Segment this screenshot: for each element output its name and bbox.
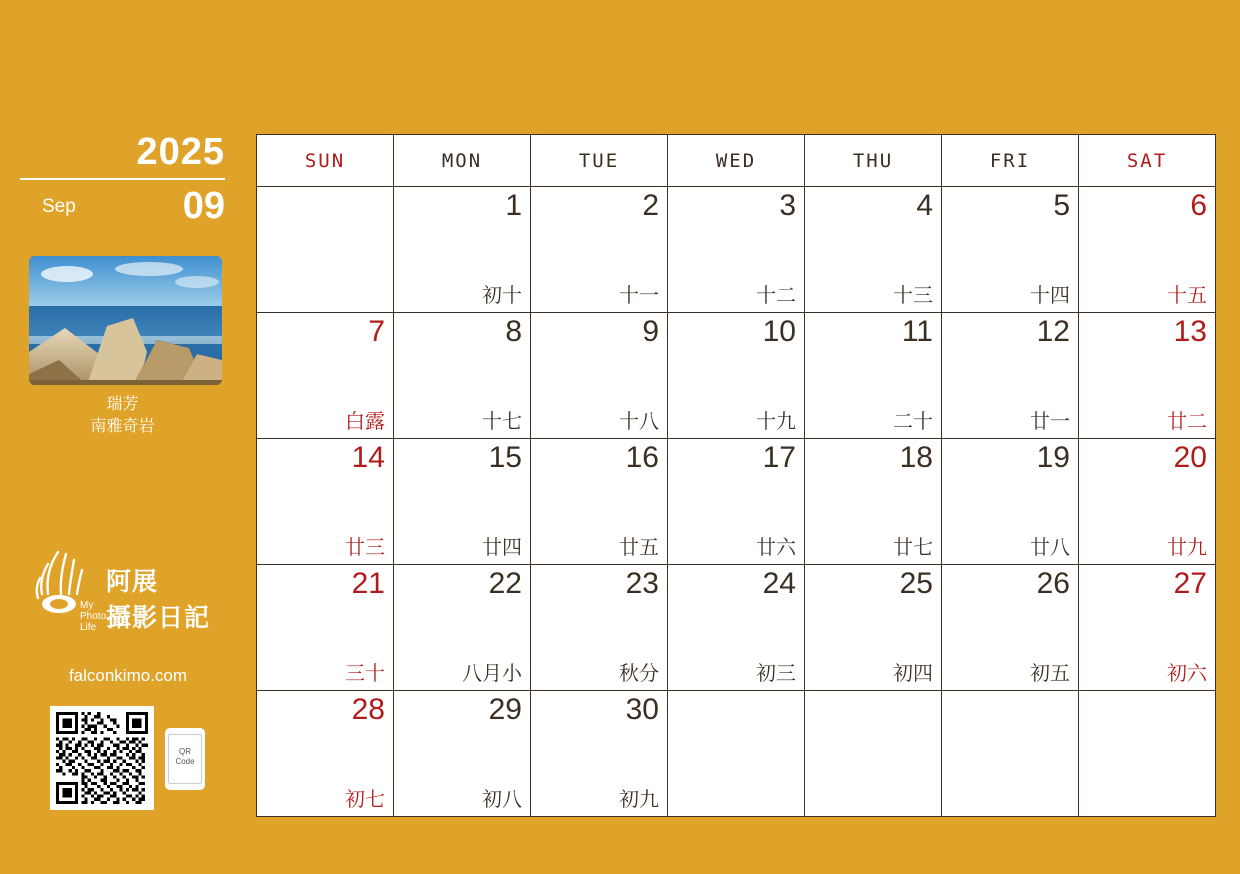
calendar-empty-cell	[668, 691, 805, 817]
day-number: 2	[642, 189, 659, 222]
day-number: 14	[351, 441, 385, 474]
day-number: 3	[779, 189, 796, 222]
calendar-cell-content	[1079, 565, 1215, 690]
lunar-label: 十三	[893, 285, 933, 307]
day-number: 13	[1173, 315, 1207, 348]
day-number: 9	[642, 315, 659, 348]
calendar-day-cell[interactable]	[394, 691, 531, 817]
qr-row	[50, 706, 210, 810]
day-number: 27	[1173, 567, 1207, 600]
calendar-cell-content	[257, 313, 393, 438]
calendar-day-cell[interactable]	[531, 565, 668, 691]
calendar-week-row	[257, 691, 1216, 817]
calendar-cell-content	[942, 187, 1078, 312]
calendar-day-cell[interactable]	[805, 439, 942, 565]
qr-label-line2: Code	[175, 757, 195, 766]
calendar-cell-content	[668, 565, 804, 690]
calendar-day-cell[interactable]	[1079, 565, 1216, 691]
calendar-cell-content	[394, 439, 530, 564]
lunar-label: 秋分	[619, 663, 659, 685]
lunar-label: 廿六	[756, 537, 796, 559]
calendar-empty-cell	[805, 691, 942, 817]
calendar-day-cell[interactable]	[942, 439, 1079, 565]
lunar-label: 十二	[756, 285, 796, 307]
calendar-week-row	[257, 187, 1216, 313]
sidebar	[0, 0, 256, 874]
calendar-grid	[256, 134, 1216, 817]
calendar-day-cell[interactable]	[531, 691, 668, 817]
day-number: 26	[1036, 567, 1070, 600]
phone-screen-label	[168, 734, 202, 784]
weekday-header-thu: THU	[805, 135, 942, 187]
lunar-label: 初四	[893, 663, 933, 685]
lunar-label: 廿九	[1167, 537, 1207, 559]
lunar-label: 初六	[1167, 663, 1207, 685]
lunar-label: 廿七	[893, 537, 933, 559]
day-number: 11	[901, 315, 933, 348]
lunar-label: 二十	[893, 411, 933, 433]
calendar-day-cell[interactable]	[668, 313, 805, 439]
calendar-day-cell[interactable]	[942, 187, 1079, 313]
calendar-day-cell[interactable]	[668, 439, 805, 565]
brand-title-line1: 阿展	[106, 568, 159, 596]
calendar-empty-cell	[257, 187, 394, 313]
lunar-label: 三十	[345, 663, 385, 685]
calendar-cell-content	[257, 565, 393, 690]
calendar-cell-content	[942, 691, 1078, 816]
photo-caption-line2: 南雅奇岩	[90, 418, 155, 435]
calendar-day-cell[interactable]	[942, 565, 1079, 691]
calendar-cell-content	[1079, 187, 1215, 312]
photo-caption	[20, 394, 225, 438]
day-number: 25	[899, 567, 933, 600]
day-number: 1	[505, 189, 522, 222]
lunar-label: 初五	[1030, 663, 1070, 685]
calendar-cell-content	[394, 691, 530, 816]
weekday-header-sun: SUN	[257, 135, 394, 187]
lunar-label: 十五	[1167, 285, 1207, 307]
lunar-label: 八月小	[462, 663, 522, 685]
brand-sub-line3: Life	[80, 622, 97, 633]
calendar-cell-content	[668, 313, 804, 438]
calendar-cell-content	[668, 439, 804, 564]
year-label: 2025	[136, 131, 225, 173]
calendar-cell-content	[257, 439, 393, 564]
day-number: 23	[625, 567, 659, 600]
brand-logo	[28, 548, 238, 644]
calendar-day-cell[interactable]	[394, 187, 531, 313]
day-number: 12	[1036, 315, 1070, 348]
calendar-cell-content	[668, 691, 804, 816]
day-number: 16	[625, 441, 659, 474]
lunar-label: 十八	[619, 411, 659, 433]
calendar-day-cell[interactable]	[531, 313, 668, 439]
brand-sub-line1: My	[80, 600, 94, 611]
day-number: 4	[916, 189, 933, 222]
weekday-header-tue: TUE	[531, 135, 668, 187]
calendar-cell-content	[531, 565, 667, 690]
calendar-cell-content	[1079, 313, 1215, 438]
calendar-cell-content	[942, 439, 1078, 564]
calendar-day-cell[interactable]	[805, 313, 942, 439]
day-number: 10	[762, 315, 796, 348]
calendar-day-cell[interactable]	[1079, 313, 1216, 439]
phone-scan-icon	[165, 728, 205, 790]
calendar-week-row	[257, 565, 1216, 691]
day-number: 15	[488, 441, 522, 474]
calendar-cell-content	[394, 313, 530, 438]
lunar-label: 廿四	[482, 537, 522, 559]
calendar-week-row	[257, 313, 1216, 439]
calendar-cell-content	[394, 187, 530, 312]
day-number: 30	[625, 693, 659, 726]
brand-title	[106, 564, 210, 636]
lunar-label: 初七	[345, 789, 385, 811]
calendar-cell-content	[805, 187, 941, 312]
lunar-label: 初八	[482, 789, 522, 811]
day-number: 24	[762, 567, 796, 600]
calendar-cell-content	[1079, 439, 1215, 564]
day-number: 22	[488, 567, 522, 600]
calendar-empty-cell	[942, 691, 1079, 817]
photo-thumbnail	[29, 256, 222, 385]
lunar-label: 初十	[482, 285, 522, 307]
weekday-header-row	[257, 135, 1216, 187]
lunar-label: 廿八	[1030, 537, 1070, 559]
day-number: 19	[1036, 441, 1070, 474]
qr-code-image[interactable]	[50, 706, 154, 810]
calendar-cell-content	[942, 565, 1078, 690]
brand-title-line2: 攝影日記	[106, 604, 211, 632]
day-number: 28	[351, 693, 385, 726]
calendar-day-cell[interactable]	[257, 565, 394, 691]
weekday-header-sat: SAT	[1079, 135, 1216, 187]
day-number: 29	[488, 693, 522, 726]
calendar-cell-content	[805, 565, 941, 690]
year-month-block	[20, 130, 225, 228]
photo-caption-line1: 瑞芳	[106, 396, 139, 413]
calendar-cell-content	[1079, 691, 1215, 816]
calendar-day-cell[interactable]	[531, 439, 668, 565]
calendar-day-cell[interactable]	[805, 565, 942, 691]
calendar-day-cell[interactable]	[531, 187, 668, 313]
calendar-day-cell[interactable]	[942, 313, 1079, 439]
calendar-cell-content	[257, 691, 393, 816]
calendar-day-cell[interactable]	[805, 187, 942, 313]
calendar-cell-content	[531, 439, 667, 564]
lunar-label: 十九	[756, 411, 796, 433]
day-number: 17	[762, 441, 796, 474]
qr-label-line1: QR	[179, 747, 191, 756]
calendar-day-cell[interactable]	[257, 439, 394, 565]
calendar-cell-content	[531, 187, 667, 312]
calendar-cell-content	[805, 313, 941, 438]
lunar-label: 廿一	[1030, 411, 1070, 433]
calendar-body	[257, 187, 1216, 817]
weekday-header-mon: MON	[394, 135, 531, 187]
photo-illustration	[29, 256, 222, 385]
day-number: 21	[351, 567, 385, 600]
day-number: 5	[1053, 189, 1070, 222]
calendar-day-cell[interactable]	[257, 691, 394, 817]
calendar-cell-content	[805, 691, 941, 816]
lunar-label: 廿二	[1167, 411, 1207, 433]
calendar-day-cell[interactable]	[1079, 439, 1216, 565]
lunar-label: 十七	[482, 411, 522, 433]
day-number: 6	[1190, 189, 1207, 222]
calendar-week-row	[257, 439, 1216, 565]
calendar-cell-content	[668, 187, 804, 312]
calendar-day-cell[interactable]	[668, 565, 805, 691]
lunar-label: 十四	[1030, 285, 1070, 307]
calendar-cell-content	[531, 691, 667, 816]
calendar-cell-content	[257, 187, 393, 312]
lunar-label: 廿三	[345, 537, 385, 559]
calendar-day-cell[interactable]	[668, 187, 805, 313]
divider	[20, 178, 225, 180]
brand-sub-label	[80, 600, 106, 633]
calendar-day-cell[interactable]	[394, 313, 531, 439]
calendar-day-cell[interactable]	[394, 565, 531, 691]
day-number: 18	[899, 441, 933, 474]
calendar-cell-content	[942, 313, 1078, 438]
month-row	[20, 184, 225, 228]
lunar-label: 廿五	[619, 537, 659, 559]
lunar-label: 初九	[619, 789, 659, 811]
lunar-label: 初三	[756, 663, 796, 685]
calendar-day-cell[interactable]	[394, 439, 531, 565]
day-number: 8	[505, 315, 522, 348]
day-number: 20	[1173, 441, 1207, 474]
day-number: 7	[368, 315, 385, 348]
website-url[interactable]: falconkimo.com	[68, 666, 188, 685]
brand-sub-line2: Photo	[80, 611, 107, 622]
calendar-day-cell[interactable]	[257, 313, 394, 439]
month-name-label: Sep	[42, 196, 76, 217]
calendar-cell-content	[805, 439, 941, 564]
lunar-label: 白露	[345, 411, 385, 433]
calendar-cell-content	[394, 565, 530, 690]
weekday-header-fri: FRI	[942, 135, 1079, 187]
weekday-header-wed: WED	[668, 135, 805, 187]
calendar-day-cell[interactable]	[1079, 187, 1216, 313]
month-number-label: 09	[182, 185, 225, 227]
calendar-cell-content	[531, 313, 667, 438]
lunar-label: 十一	[619, 285, 659, 307]
calendar-empty-cell	[1079, 691, 1216, 817]
